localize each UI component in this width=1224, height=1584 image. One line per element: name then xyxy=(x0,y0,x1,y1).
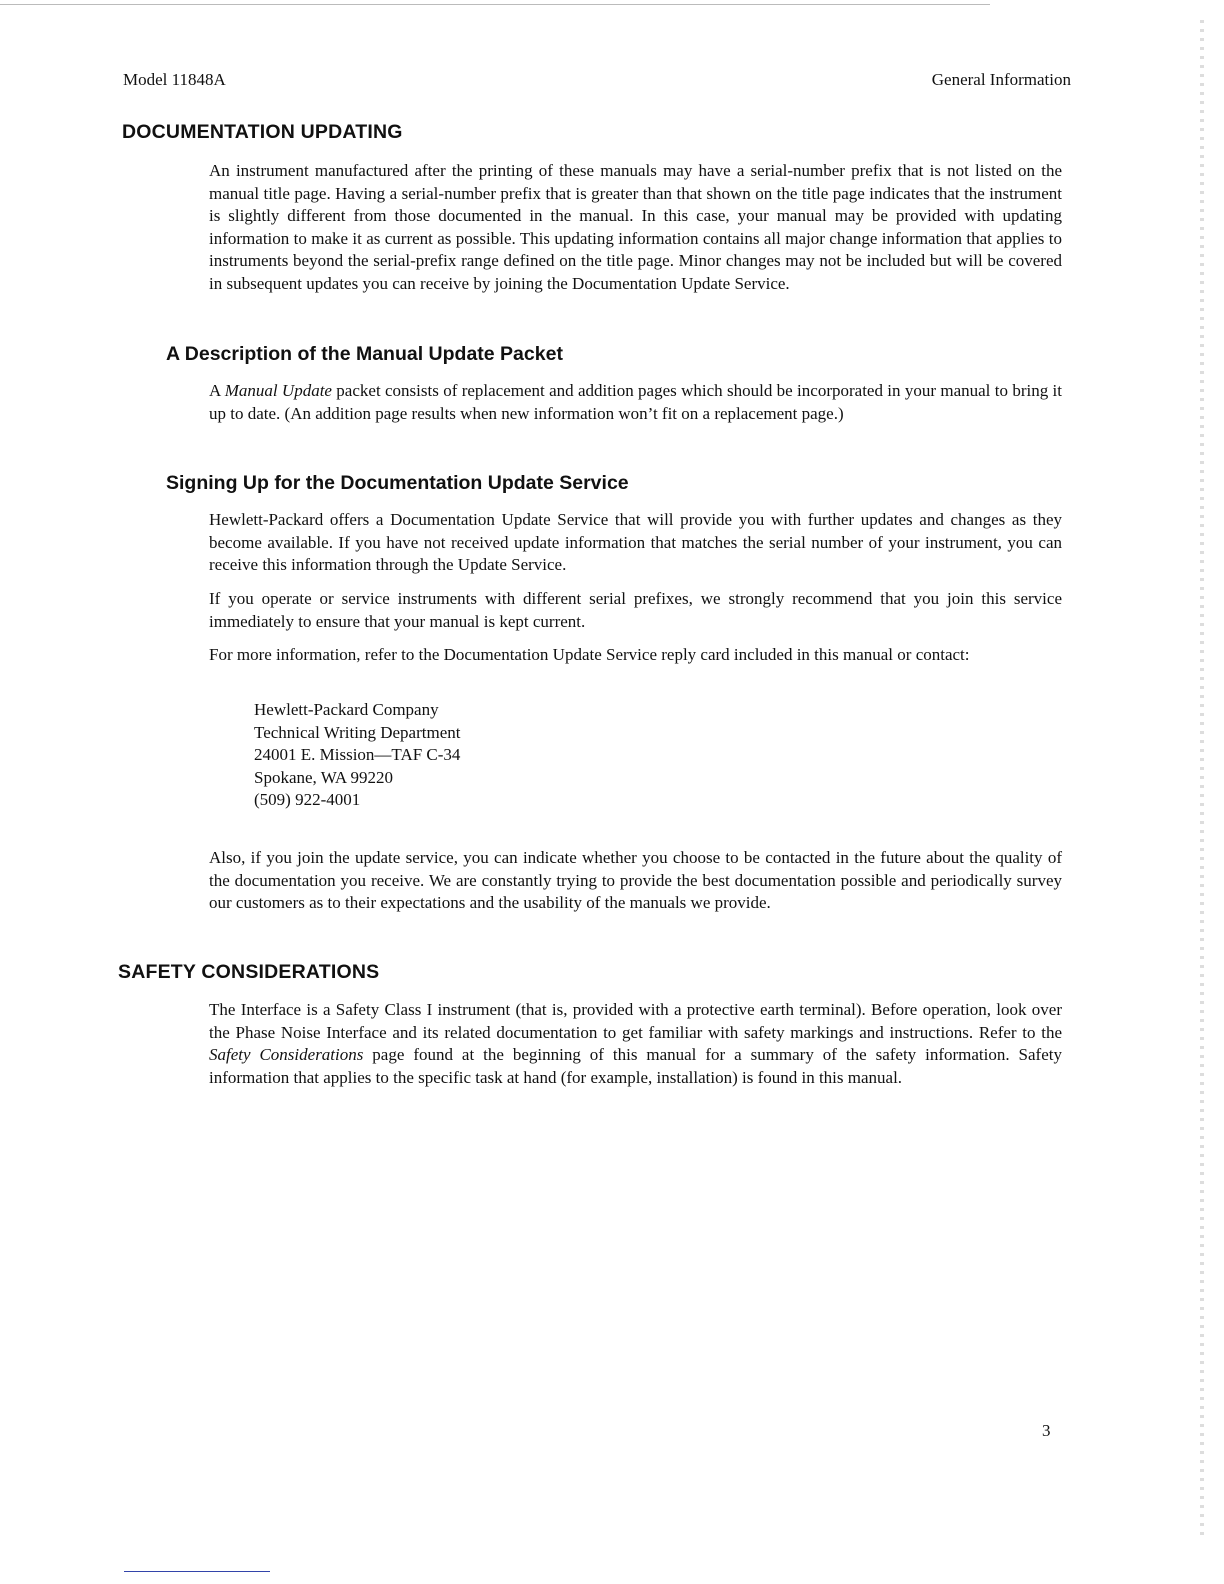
heading-update-packet: A Description of the Manual Update Packet xyxy=(166,343,563,365)
address-department: Technical Writing Department xyxy=(254,722,461,742)
heading-signing-up: Signing Up for the Documentation Update Service xyxy=(166,472,629,494)
heading-safety-considerations: SAFETY CONSIDERATIONS xyxy=(118,961,380,983)
address-company: Hewlett-Packard Company xyxy=(254,700,439,719)
paragraph-signing-up-2: If you operate or service instruments with different serial prefixes, we strongly recommend that you join this service immediately to ensure that your manual is kept current. xyxy=(209,589,1062,631)
contact-address xyxy=(254,699,460,812)
address-phone: (509) 922-4001 xyxy=(254,790,361,809)
paragraph-update-packet xyxy=(209,380,1062,425)
paragraph-safety xyxy=(209,999,1062,1089)
safety-text-italic: Safety Considerations xyxy=(209,1045,364,1064)
address-city: Spokane, WA 99220 xyxy=(254,767,393,787)
paragraph-signing-up-4: Also, if you join the update service, you can indicate whether you choose to be contacted in the future about the quality of the documentation you receive. We are constantly trying to provide the best documentation possible and periodically survey our customers as to their expectations and the usability of the manuals we provide. xyxy=(209,848,1062,912)
running-header-section: General Information xyxy=(931,70,1071,89)
heading-documentation-updating: DOCUMENTATION UPDATING xyxy=(122,121,403,143)
page-number: 3 xyxy=(1042,1421,1051,1440)
right-scan-edge xyxy=(1200,20,1204,1540)
paragraph-signing-up-3: For more information, refer to the Documentation Update Service reply card included in this manual or contact: xyxy=(209,645,970,664)
packet-text-start: A xyxy=(209,381,225,400)
packet-text-italic: Manual Update xyxy=(224,381,332,400)
address-street: 24001 E. Mission—TAF C-34 xyxy=(254,745,461,764)
safety-text-start: The Interface is a Safety Class I instrument (that is, provided with a protective earth terminal). Before operation, look over the Phase Noise Interface and its related documentation to get familiar with safety markings and instructions. Refer to the xyxy=(209,1000,1062,1042)
top-scan-edge xyxy=(0,4,990,5)
paragraph-signing-up-1: Hewlett-Packard offers a Documentation Update Service that will provide you with further updates and changes as they become available. If you have not received update information that matches the serial number of your instrument, you can receive this information through the Update Service. xyxy=(209,510,1062,574)
safety-text-end: page found at the beginning of this manual for a summary of the safety information. Safety information that applies to the specific task at hand (for example, installation) is found in this manual. xyxy=(209,1045,1062,1087)
bottom-scan-mark xyxy=(124,1571,270,1572)
paragraph-documentation-updating: An instrument manufactured after the printing of these manuals may have a serial-number prefix that is not listed on the manual title page. Having a serial-number prefix that is greater than that shown on the title page indicates that the instrument is slightly different from those documented in the manual. In this case, your manual may be provided with updating information to make it as current as possible. This updating information contains all major change information that applies to instruments beyond the serial-prefix range defined on the title page. Minor changes may not be included but will be covered in subsequent updates you can receive by joining the Documentation Update Service. xyxy=(209,161,1062,293)
packet-text-end: packet consists of replacement and addition pages which should be incorporated in your manual to bring it up to date. (An addition page results when new information won’t fit on a replacement page.) xyxy=(209,381,1062,423)
running-header-model: Model 11848A xyxy=(123,70,226,89)
